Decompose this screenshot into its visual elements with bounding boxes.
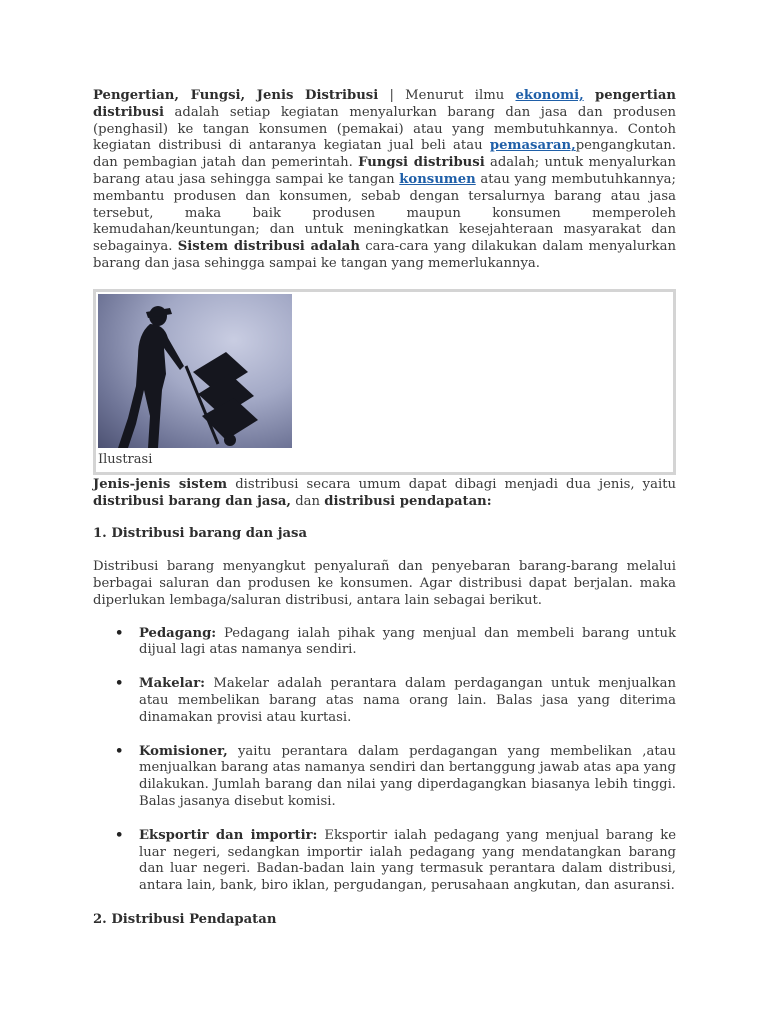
list-item	[93, 744, 676, 811]
term-pengertian-distribusi: pengertian distribusi	[93, 88, 676, 120]
list-item-text: yaitu perantara dalam perdagangan yang membelikan ,atau menjualkan barang atas namanya sendiri dan bertanggung jawab atas apa yang dilakukan. Jumlah barang dan nilai yang diperdagangkan biasanya lebih tinggi. Balas jasanya disebut komisi.	[139, 743, 676, 809]
term-sistem-distribusi: Sistem distribusi adalah	[177, 239, 360, 255]
worker-silhouette-image	[98, 294, 292, 448]
link-pemasaran[interactable]: pemasaran,	[489, 138, 576, 154]
document-body	[93, 88, 676, 929]
list-item-term: Eksportir dan importir:	[139, 827, 318, 843]
intro-title: Pengertian, Fungsi, Jenis Distribusi	[93, 88, 379, 103]
list-item-term: Komisioner,	[139, 743, 228, 759]
intro-text: adalah; untuk menyalurkan barang atau jasa sehingga sampai ke tangan	[93, 155, 676, 187]
bullet-icon: •	[115, 676, 124, 692]
distribution-channel-list	[93, 626, 676, 895]
list-item-text: Makelar adalah perantara dalam perdagangan untuk menjualkan atau membelikan barang atas nama orang lain. Balas jasa yang diterima dinamakan provisi atau kurtasi.	[139, 676, 676, 725]
term-jenis-sistem: Jenis-jenis sistem	[93, 476, 228, 492]
list-item-term: Makelar:	[139, 676, 206, 692]
list-item-term: Pedagang:	[139, 625, 217, 641]
term-distribusi-barang-jasa: distribusi barang dan jasa,	[93, 493, 292, 509]
jenis-paragraph	[93, 477, 676, 511]
list-item-text: Eksportir ialah pedagang yang menjual barang ke luar negeri, sedangkan importir ialah pedagang yang mendatangkan barang dan luar negeri. Badan-badan lain yang termasuk perantara dalam distribusi, antara lain, bank, biro iklan, pergudangan, perusahaan angkutan, dan asuransi.	[139, 827, 676, 894]
intro-paragraph	[93, 88, 676, 273]
bullet-icon: •	[115, 827, 124, 843]
intro-text: pengangkutan. dan pembagian jatah dan pemerintah.	[93, 138, 676, 171]
intro-text: | Menurut ilmu	[378, 88, 516, 103]
bullet-icon: •	[115, 625, 124, 641]
jenis-text: distribusi secara umum dapat dibagi menjadi dua jenis, yaitu	[227, 476, 676, 492]
intro-space	[584, 88, 595, 103]
illustration-figure	[93, 289, 676, 475]
term-fungsi-distribusi: Fungsi distribusi	[358, 155, 485, 171]
intro-text: atau yang membutuhkannya; membantu produsen dan konsumen, sebab dengan tersalurnya barang atau jasa tersebut, maka baik produsen maupun konsumen memperoleh kemudahan/keuntungan; dan untuk meningkatkan kesejahteraan masyarakat dan sebagainya.	[93, 171, 676, 255]
section2-heading	[93, 912, 676, 929]
section2-heading-text: 2. Distribusi Pendapatan	[93, 911, 277, 927]
section1-heading	[93, 526, 676, 543]
link-konsumen[interactable]: konsumen	[399, 171, 476, 187]
list-item	[93, 676, 676, 726]
intro-text: cara-cara yang dilakukan dalam menyalurkan barang dan jasa sehingga sampai ke tangan yang memerlukannya.	[93, 239, 676, 271]
jenis-text: dan	[291, 493, 325, 509]
section1-heading-text: 1. Distribusi barang dan jasa	[93, 526, 308, 542]
list-item-text: Pedagang ialah pihak yang menjual dan membeli barang untuk dijual lagi atas namanya sendiri.	[139, 625, 676, 658]
bullet-icon: •	[115, 743, 124, 759]
section1-paragraph: Distribusi barang menyangkut penyalurañ dan penyebaran barang-barang melalui berbagai saluran dan produsen ke konsumen. Agar distribusi dapat berjalan. maka diperlukan lembaga/saluran distribusi, antara lain sebagai berikut.	[93, 559, 676, 608]
link-ekonomi[interactable]: ekonomi,	[515, 88, 584, 103]
list-item	[93, 626, 676, 660]
list-item	[93, 828, 676, 895]
intro-text: adalah setiap kegiatan menyalurkan barang dan jasa dan produsen (penghasil) ke tangan konsumen (pemakai) atau yang membutuhkannya. Contoh kegiatan distribusi di antaranya kegiatan jual beli atau	[93, 104, 676, 154]
term-distribusi-pendapatan: distribusi pendapatan:	[324, 493, 492, 509]
illustration-photo	[98, 294, 292, 448]
illustration-caption: Ilustrasi	[98, 451, 153, 467]
